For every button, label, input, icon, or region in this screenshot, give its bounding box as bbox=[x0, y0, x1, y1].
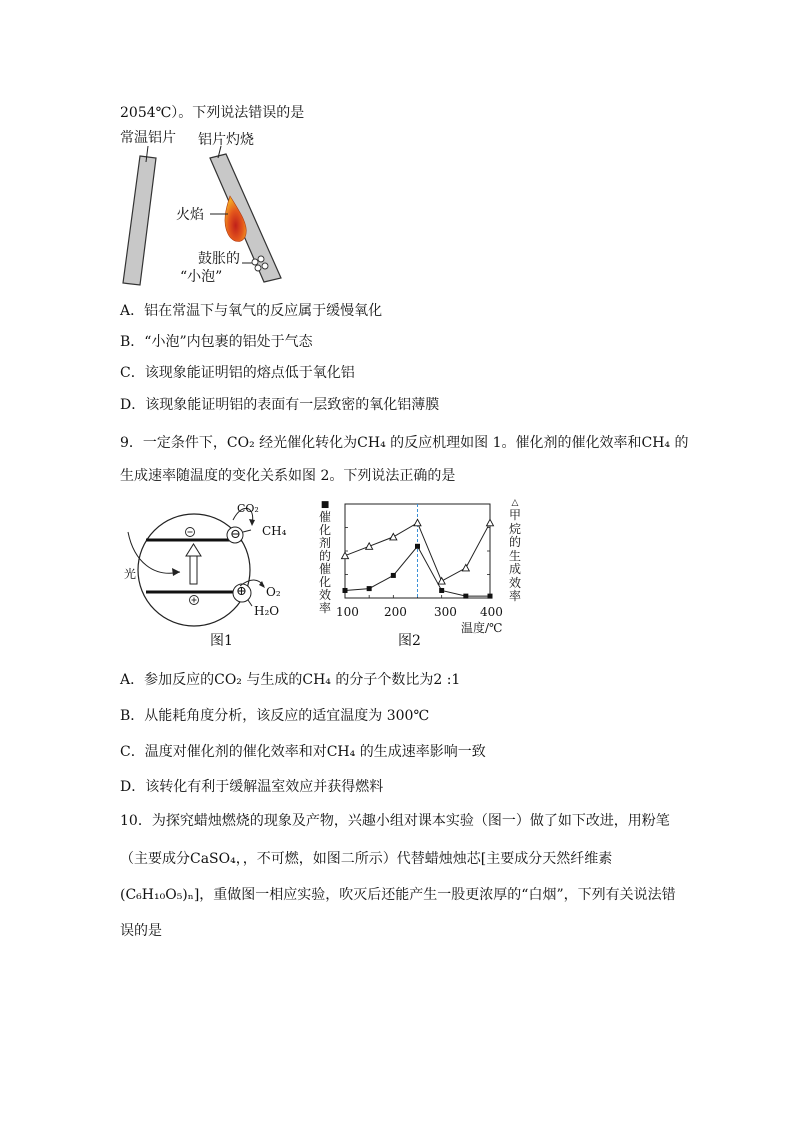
square-point bbox=[439, 588, 444, 593]
left-axis-label-char: 催 bbox=[318, 510, 331, 524]
x-tick-400: 400 bbox=[480, 605, 503, 619]
left-axis-label-char: ■ bbox=[320, 500, 330, 510]
triangle-point bbox=[390, 533, 397, 540]
x-tick-100: 100 bbox=[336, 605, 359, 619]
figure-1-caption: 图1 bbox=[210, 633, 233, 649]
x-tick-200: 200 bbox=[384, 605, 407, 619]
triangle-point bbox=[438, 578, 445, 585]
left-axis-label bbox=[318, 500, 332, 615]
question-9-line-1: 9．一定条件下，CO₂ 经光催化转化为CH₄ 的反应机理如图 1。催化剂的催化效率和CH₄ 的 bbox=[120, 435, 689, 451]
x-tick-300: 300 bbox=[434, 605, 457, 619]
label-heated-strip: 铝片灼烧 bbox=[198, 132, 254, 148]
q9-option-d: D．该转化有利于缓解温室效应并获得燃料 bbox=[120, 779, 384, 795]
square-point bbox=[391, 573, 396, 578]
question-9-line-2: 生成速率随温度的变化关系如图 2。下列说法正确的是 bbox=[120, 468, 456, 484]
right-axis-label-char: 的 bbox=[508, 535, 521, 549]
left-axis-label-char: 剂 bbox=[318, 536, 331, 550]
x-axis-label: 温度/℃ bbox=[461, 621, 503, 635]
room-temp-aluminum-strip bbox=[123, 156, 156, 285]
figure-2-caption: 图2 bbox=[398, 633, 421, 649]
left-axis-label-char: 效 bbox=[318, 588, 331, 602]
question-10-line-2: （主要成分CaSO₄，，不可燃，如图二所示）代替蜡烛烛芯[主要成分天然纤维素 bbox=[120, 851, 613, 867]
question-10-line-3: (C₆H₁₀O₅)ₙ]，重做图一相应实验，吹灭后还能产生一股更浓厚的“白烟”，下列有关说法错 bbox=[120, 887, 676, 903]
label-bubble-1: 鼓胀的 bbox=[198, 251, 240, 267]
left-axis-label-char: 催 bbox=[318, 562, 331, 576]
left-axis-label-char: 化 bbox=[318, 523, 331, 537]
square-point bbox=[367, 586, 372, 591]
triangle-point bbox=[414, 519, 421, 526]
q9-option-c: C．温度对催化剂的催化效率和对CH₄ 的生成速率影响一致 bbox=[120, 744, 486, 760]
right-axis-label bbox=[508, 498, 522, 604]
right-axis-label-char: 甲 bbox=[508, 508, 521, 522]
label-flame: 火焰 bbox=[176, 207, 204, 223]
square-point bbox=[463, 594, 468, 599]
triangle-point bbox=[342, 552, 349, 559]
right-axis-label-char: 成 bbox=[508, 562, 521, 576]
square-point bbox=[343, 588, 348, 593]
right-axis-label-char: △ bbox=[511, 498, 519, 508]
label-h2o: H₂O bbox=[254, 604, 280, 618]
left-axis-label-char: 率 bbox=[318, 601, 331, 615]
label-minus: ⊖ bbox=[230, 527, 241, 542]
square-point bbox=[488, 594, 493, 599]
left-axis-label-char: 化 bbox=[318, 575, 331, 589]
q8-option-d: D．该现象能证明铝的表面有一层致密的氧化铝薄膜 bbox=[120, 397, 440, 413]
label-o2: O₂ bbox=[266, 585, 281, 599]
triangle-point bbox=[366, 543, 373, 550]
label-bubble-2: “小泡” bbox=[180, 269, 223, 285]
label-light: 光 bbox=[124, 567, 137, 581]
triangle-point bbox=[462, 564, 469, 571]
right-axis-label-char: 效 bbox=[508, 575, 521, 590]
right-axis-label-char: 率 bbox=[508, 589, 521, 603]
label-ch4: CH₄ bbox=[262, 524, 287, 538]
question-10-line-4: 误的是 bbox=[120, 923, 162, 939]
q8-option-b: B．“小泡”内包裹的铝处于气态 bbox=[120, 334, 313, 350]
right-axis-label-char: 生 bbox=[508, 548, 521, 563]
label-room-temp-strip: 常温铝片 bbox=[120, 130, 176, 146]
triangle-point bbox=[487, 519, 494, 526]
label-plus: ⊕ bbox=[236, 584, 247, 599]
question-8-tail: 2054℃）。下列说法错误的是 bbox=[120, 105, 305, 121]
left-axis-label-char: 的 bbox=[318, 549, 331, 563]
q8-option-c: C．该现象能证明铝的熔点低于氧化铝 bbox=[120, 365, 355, 381]
q8-option-a: A．铝在常温下与氧气的反应属于缓慢氧化 bbox=[120, 303, 383, 319]
label-co2: CO₂ bbox=[237, 502, 259, 515]
q9-option-a: A．参加反应的CO₂ 与生成的CH₄ 的分子个数比为2 :1 bbox=[120, 672, 461, 688]
right-axis-label-char: 烷 bbox=[508, 521, 521, 536]
q9-option-b: B．从能耗角度分析，该反应的适宜温度为 300℃ bbox=[120, 708, 430, 724]
square-point bbox=[415, 544, 420, 549]
question-10-line-1: 10．为探究蜡烛燃烧的现象及产物，兴趣小组对课本实验（图一）做了如下改进，用粉笔 bbox=[120, 813, 670, 829]
